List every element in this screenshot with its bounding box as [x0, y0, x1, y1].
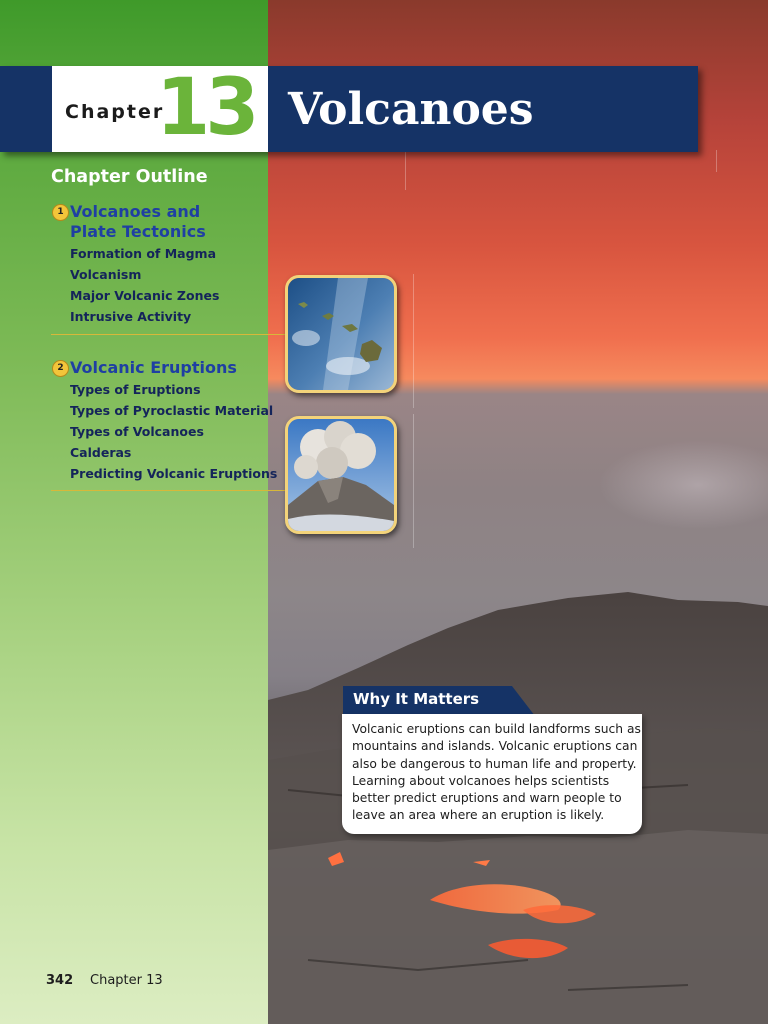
section-1-title[interactable]: [70, 202, 206, 242]
outline-item[interactable]: Volcanism: [70, 267, 142, 282]
why-it-matters-body: Volcanic eruptions can build landforms such as mountains and islands. Volcanic eruptions can also be dangerous to human life and property. Learning about volcanoes helps scientists better predict eruptions and warn people to leave an area where an eruption is likely.: [352, 722, 641, 823]
frame-line-vertical: [405, 150, 406, 190]
section-1-title-line1: Volcanoes and: [70, 202, 201, 221]
frame-line-vertical-2: [716, 150, 717, 172]
section-2-badge: 2: [52, 360, 69, 377]
chapter-title: Volcanoes: [288, 84, 534, 135]
chapter-number: 13: [156, 63, 255, 153]
outline-item[interactable]: Formation of Magma: [70, 246, 217, 261]
section-2-divider: [51, 490, 287, 491]
section-2-title-line1: Volcanic Eruptions: [70, 358, 237, 377]
outline-item[interactable]: Types of Volcanoes: [70, 424, 204, 439]
outline-item[interactable]: Intrusive Activity: [70, 309, 192, 324]
outline-item[interactable]: Major Volcanic Zones: [70, 288, 220, 303]
outline-heading: Chapter Outline: [51, 167, 208, 187]
why-it-matters-title: Why It Matters: [353, 690, 480, 708]
frame-line-thumb1: [413, 274, 414, 408]
footer-chapter-label: Chapter 13: [90, 973, 163, 988]
section-1-title-line2: Plate Tectonics: [70, 222, 206, 241]
outline-item[interactable]: Types of Pyroclastic Material: [70, 403, 274, 418]
frame-line-thumb2: [413, 414, 414, 548]
section-1-divider: [51, 334, 287, 335]
chapter-word: Chapter: [65, 101, 165, 123]
outline-item[interactable]: Calderas: [70, 445, 132, 460]
section-2-title[interactable]: [70, 358, 237, 378]
page-number: 342: [46, 973, 74, 988]
outline-item[interactable]: Predicting Volcanic Eruptions: [70, 466, 278, 481]
erupting-volcano-thumbnail: [285, 416, 397, 534]
section-1-badge: 1: [52, 204, 69, 221]
hawaii-islands-thumbnail: [285, 275, 397, 393]
outline-item[interactable]: Types of Eruptions: [70, 382, 201, 397]
